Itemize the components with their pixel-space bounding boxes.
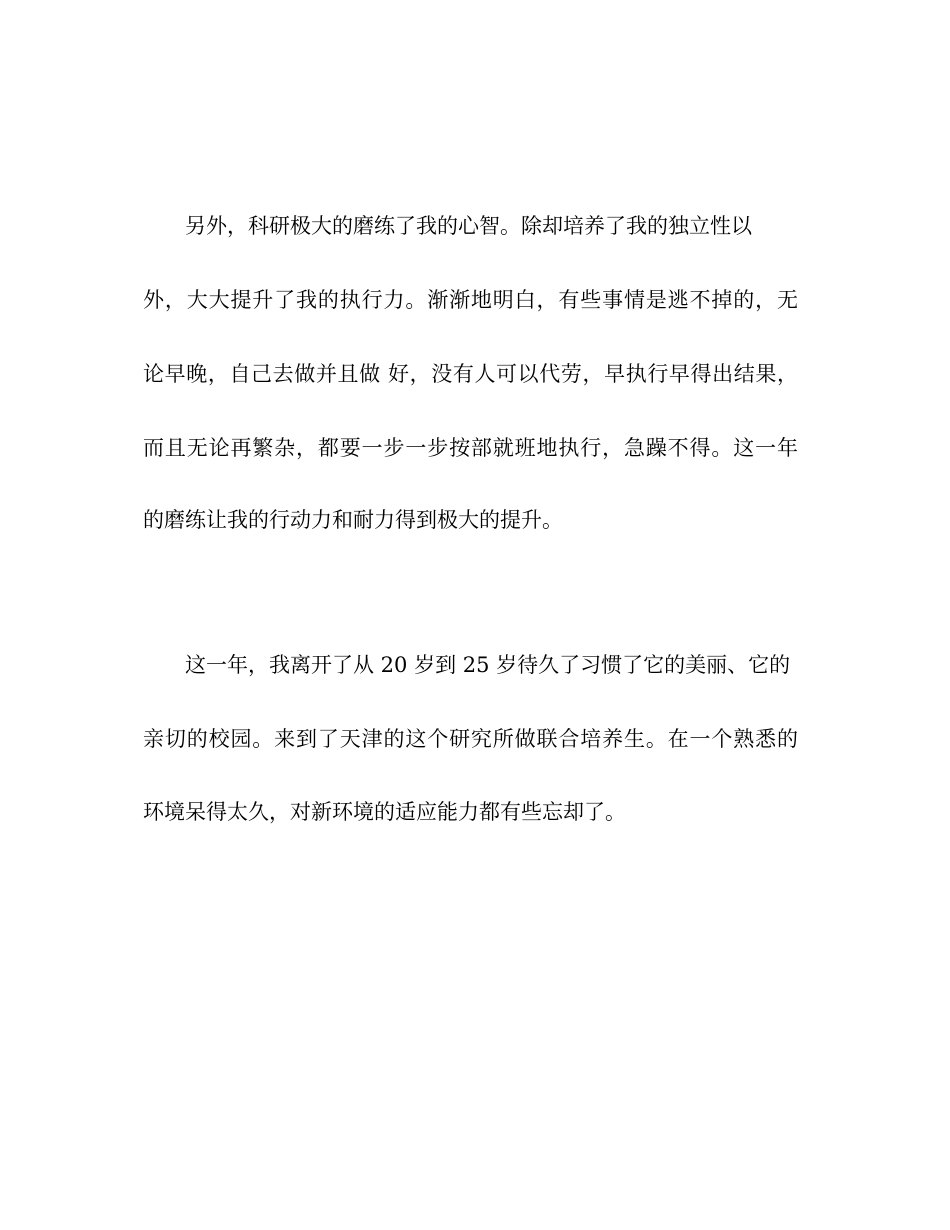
paragraph-line: 而且无论再繁杂，都要一步一步按部就班地执行，急躁不得。这一年 (143, 436, 798, 460)
paragraph-line: 外，大大提升了我的执行力。渐渐地明白，有些事情是逃不掉的，无 (143, 288, 798, 312)
paragraph-line: 亲切的校园。来到了天津的这个研究所做联合培养生。在一个熟悉的 (143, 727, 798, 751)
paragraph-line: 论早晚，自己去做并且做 好，没有人可以代劳，早执行早得出结果， (143, 362, 798, 386)
paragraph-line: 环境呆得太久，对新环境的适应能力都有些忘却了。 (143, 800, 626, 824)
paragraph-line: 另外，科研极大的磨练了我的心智。除却培养了我的独立性以 (185, 214, 752, 238)
paragraph-line: 这一年，我离开了从 20 岁到 25 岁待久了习惯了它的美丽、它的 (185, 653, 791, 677)
paragraph-line: 的磨练让我的行动力和耐力得到极大的提升。 (143, 508, 563, 532)
